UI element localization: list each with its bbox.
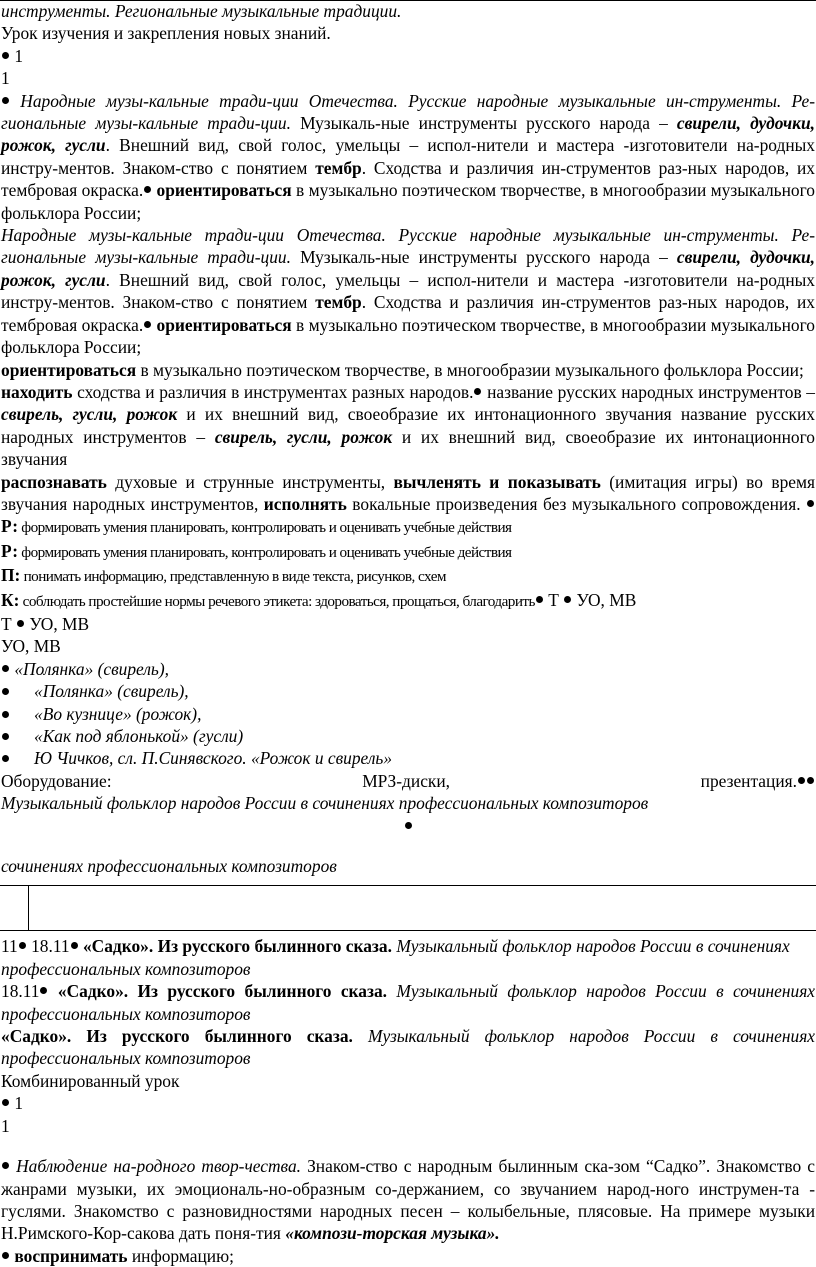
section2-lesson-type: Комбинированный урок bbox=[1, 1070, 180, 1091]
equipment-label: Оборудование: bbox=[1, 770, 112, 791]
list-item: «Как под яблонькой» (гусли) bbox=[0, 725, 816, 747]
list-item: «Полянка» (свирель), bbox=[0, 680, 816, 702]
section2-line-3: «Садко». Из русского былинного сказа. Музыкальный фольклор народов России в сочинениях профессиональных композиторов bbox=[1, 1026, 816, 1069]
section2-line-1: 11 18.11 «Садко». Из русского былинного сказа. Музыкальный фольклор народов России в сочинениях профессиональных композиторов bbox=[1, 936, 790, 979]
equipment-line bbox=[0, 770, 816, 792]
line-regulative: Р: формировать умения планировать, контролировать и оценивать учебные действия bbox=[1, 540, 512, 561]
bullet-icon bbox=[2, 688, 9, 695]
bullet-icon bbox=[144, 186, 151, 193]
bullet-icon bbox=[405, 822, 412, 829]
topic-line: Музыкальный фольклор народов России в сочинениях профессиональных композиторов bbox=[1, 793, 649, 814]
bullet-icon bbox=[144, 321, 151, 328]
bullet-icon bbox=[2, 97, 9, 104]
content-block-5: распознавать духовые и струнные инструменты, вычленять и показывать (имитация игры) во время звучания народных инструментов, исполнять вокальные произведения без музыкального сопровождения. Р: формировать умения планировать, контролировать и оценивать учебные действия bbox=[1, 471, 815, 537]
line-topic-continuation: инструменты. Региональные музыкальные традиции. bbox=[1, 1, 402, 21]
bullet-icon bbox=[564, 596, 571, 603]
line-communicative: К: соблюдать простейшие нормы речевого этикета: здороваться, прощаться, благодарить Т УО, МВ bbox=[1, 589, 637, 610]
content-block-2: Народные музы-кальные тради-ции Отечества. Русские народные музыкальные ин-струменты. Ре-гиональные музы-кальные тради-ции. Музыкаль-ные инструменты русского народа – свирели, дудочки, рожок, гусли. Внешний вид, свой голос, умельцы – испол-нители и мастера -изготовители на-родных инстру-ментов. Знаком-ство с понятием тембр. Сходства и различия ин-струментов раз-ных народов, их тембровая окраска. ориентироваться в музыкально поэтическом творчестве, в многообразии музыкального фольклора России; bbox=[1, 225, 816, 358]
bullet-icon bbox=[807, 500, 814, 507]
bullet-icon bbox=[2, 1099, 9, 1106]
line-repertoire-first: «Полянка» (свирель), bbox=[0, 658, 816, 680]
bullet-icon bbox=[17, 620, 24, 627]
content-block-1: Народные музы-кальные тради-ции Отечества. Русские народные музыкальные ин-струменты. Ре-гиональные музы-кальные тради-ции. Музыкаль-ные инструменты русского народа – свирели, дудочки, рожок, гусли. Внешний вид, свой голос, умельцы – испол-нители и мастера -изготовители на-родных инстру-ментов. Знаком-ство с понятием тембр. Сходства и различия ин-струментов раз-ных народов, их тембровая окраска. ориентироваться в музыкально поэтическом творчестве, в многообразии музыкального фольклора России; bbox=[1, 90, 816, 223]
top-rule bbox=[0, 0, 816, 1]
bullet-icon bbox=[474, 388, 481, 395]
line-control-forms: Т УО, МВ bbox=[1, 613, 90, 634]
content-block-3: ориентироваться в музыкально поэтическом творчестве, в многообразии музыкального фольклора России; bbox=[1, 359, 804, 380]
section2-hours: 1 bbox=[1, 1115, 10, 1136]
bullet-icon bbox=[71, 942, 78, 949]
section2-hours-bullet: 1 bbox=[0, 1092, 816, 1114]
bullet-icon bbox=[807, 777, 814, 784]
equipment-disks: МРЗ-диски, bbox=[362, 770, 451, 791]
line-lesson-type: Урок изучения и закрепления новых знаний. bbox=[1, 23, 331, 44]
bullet-icon bbox=[2, 1162, 9, 1169]
bullet-icon bbox=[2, 733, 9, 740]
bullet-icon bbox=[40, 987, 47, 994]
line-cognitive: П: понимать информацию, представленную в виде текста, рисунков, схем bbox=[1, 565, 446, 586]
bullet-icon bbox=[19, 942, 26, 949]
line-hours: 1 bbox=[1, 68, 10, 89]
list-item: «Во кузнице» (рожок), bbox=[0, 703, 816, 725]
table-divider bbox=[0, 885, 816, 931]
content-block-4: находить сходства и различия в инструментах разных народов. название русских народных инструментов – свирель, гусли, рожок и их внешний вид, своеобразие их интонационного звучания название русских народных инструментов – свирель, гусли, рожок и их внешний вид, своеобразие их интонационного звучания bbox=[1, 381, 816, 470]
topic-line-2: сочинениях профессиональных композиторов bbox=[1, 856, 337, 877]
section2-line-2: 18.11 «Садко». Из русского былинного сказа. Музыкальный фольклор народов России в сочинениях профессиональных композиторов bbox=[1, 981, 815, 1024]
list-item: Ю Чичков, сл. П.Синявского. «Рожок и свирель» bbox=[0, 747, 816, 769]
line-hours-bullet: 1 bbox=[0, 45, 816, 67]
bullet-icon bbox=[2, 1252, 9, 1259]
bullet-icon bbox=[2, 711, 9, 718]
bullet-icon bbox=[2, 52, 9, 59]
line-control-forms-2: УО, МВ bbox=[1, 636, 61, 657]
equipment-presentation: презентация. bbox=[701, 770, 815, 792]
centered-bullet bbox=[0, 815, 816, 837]
bullet-icon bbox=[536, 596, 543, 603]
section2-content: Наблюдение на-родного твор-чества. Знаком-ство с народным былинным ска-зом “Садко”. Знакомство с жанрами музыки, их эмоциональ-но-образным со-держанием, со звучанием народ-ного инструмен-та - гуслями. Знакомство с разновидностями народных песен – колыбельные, плясовые. На примере музыки Н.Римского-Кор-сакова дать поня-тия «компози-торская музыка». воспринимать информацию; bbox=[1, 1156, 815, 1266]
bullet-icon bbox=[2, 755, 9, 762]
bullet-icon bbox=[2, 665, 9, 672]
bullet-icon bbox=[798, 777, 805, 784]
